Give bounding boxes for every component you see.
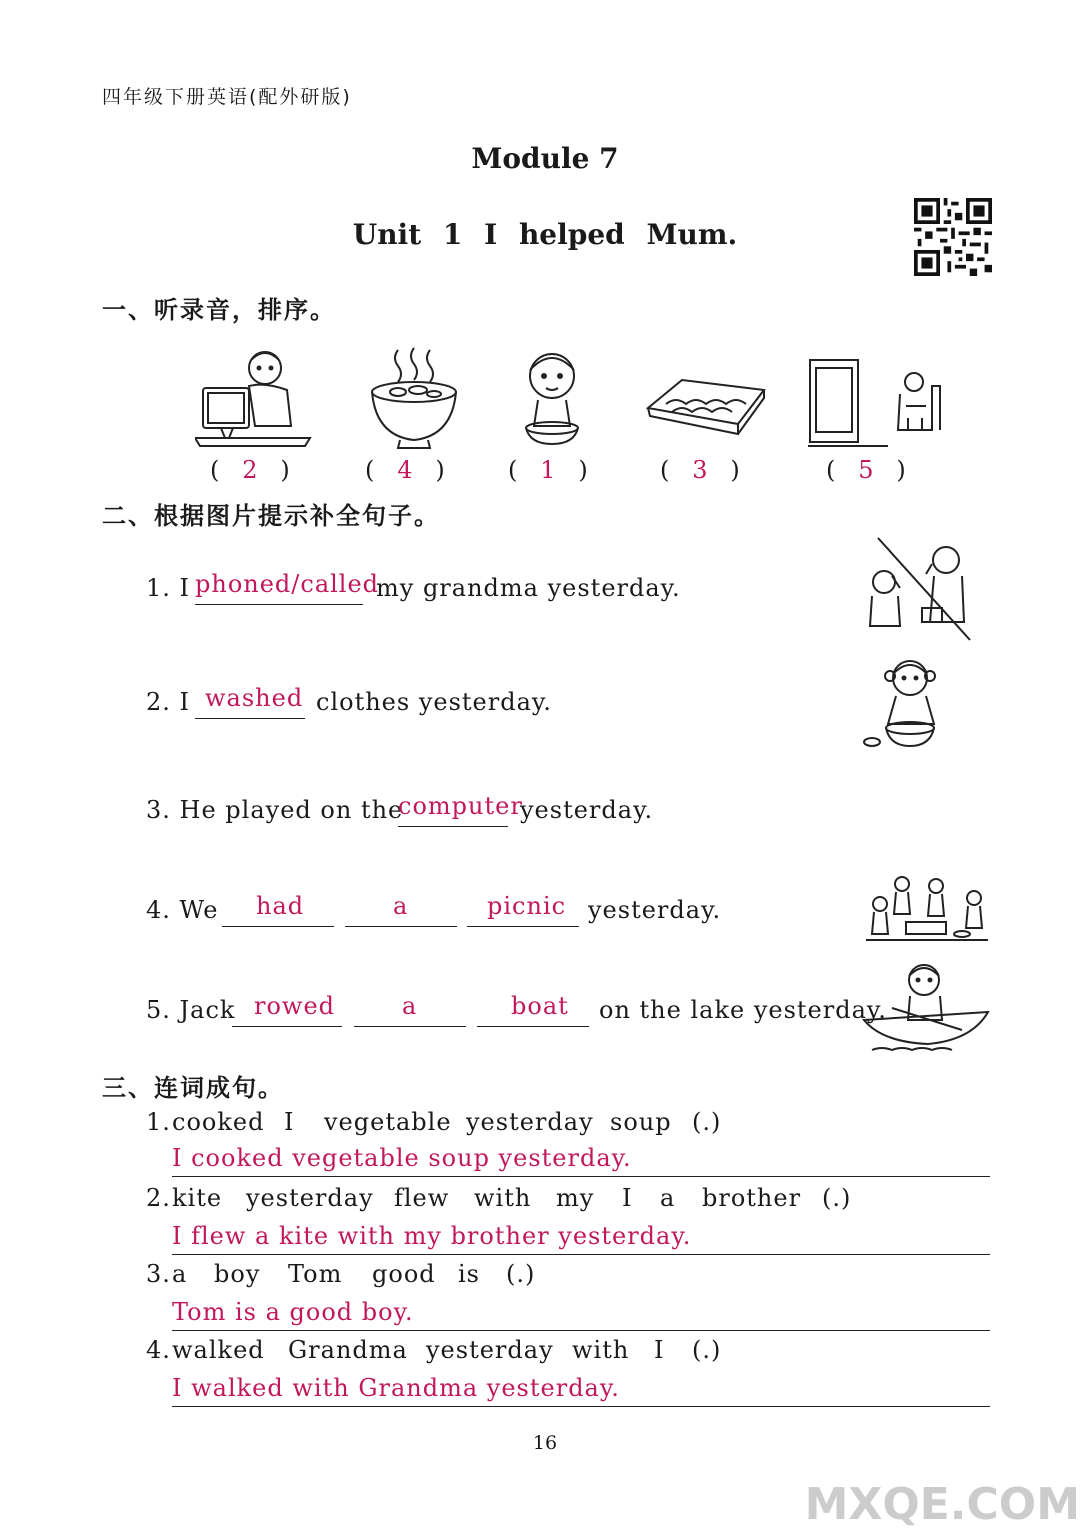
section3-title: 三、连词成句。 xyxy=(102,1074,284,1102)
blank-1[interactable]: phoned/called xyxy=(195,570,363,605)
scrambled-words-2: 2. kite yesterday flew with my I a brother (.) xyxy=(146,1184,852,1212)
fill-sentence-4-start: 4. We xyxy=(146,896,219,924)
boy-computer-icon xyxy=(195,346,315,450)
blank-2[interactable]: washed xyxy=(195,684,305,719)
blank-4c[interactable]: picnic xyxy=(467,892,579,927)
girl-washing-clothes-icon xyxy=(860,654,956,750)
book-header: 四年级下册英语(配外研版) xyxy=(102,86,352,108)
scrambled-words-3: 3. a boy Tom good is (.) xyxy=(146,1260,536,1288)
answer-paren-3: ( 1 ) xyxy=(508,456,588,484)
unit-title: Unit 1 I helped Mum. xyxy=(352,218,738,251)
watermark: MXQE.COM xyxy=(804,1479,1080,1530)
answer-line-4[interactable]: I walked with Grandma yesterday. xyxy=(172,1374,990,1407)
answer-paren-2: ( 4 ) xyxy=(365,456,445,484)
boy-rowing-boat-icon xyxy=(862,960,990,1054)
soup-bowl-icon xyxy=(368,346,460,450)
blank-3[interactable]: computer xyxy=(398,792,508,827)
qr-code-icon xyxy=(914,198,992,276)
fill-sentence-2-start: 2. I xyxy=(146,688,191,716)
picnic-icon xyxy=(862,870,992,944)
scrambled-words-1: 1. cooked I vegetable yesterday soup (.) xyxy=(146,1108,722,1136)
fill-sentence-3-end: yesterday. xyxy=(520,796,654,824)
fill-sentence-5-end: on the lake yesterday. xyxy=(599,996,887,1024)
section2-title: 二、根据图片提示补全句子。 xyxy=(102,502,440,530)
answer-paren-4: ( 3 ) xyxy=(660,456,740,484)
fill-sentence-3-start: 3. He played on the xyxy=(146,796,404,824)
blank-5a[interactable]: rowed xyxy=(232,992,342,1027)
answer-paren-5: ( 5 ) xyxy=(826,456,906,484)
answer-line-3[interactable]: Tom is a good boy. xyxy=(172,1298,990,1331)
phone-call-icon xyxy=(864,536,974,642)
blank-5c[interactable]: boat xyxy=(477,992,589,1027)
tv-grandpa-icon xyxy=(808,356,948,450)
blank-5b[interactable]: a xyxy=(354,992,466,1027)
fill-sentence-4-end: yesterday. xyxy=(588,896,722,924)
answer-line-1[interactable]: I cooked vegetable soup yesterday. xyxy=(172,1144,990,1177)
section1-title: 一、听录音，排序。 xyxy=(102,296,336,324)
scrambled-words-4: 4. walked Grandma yesterday with I (.) xyxy=(146,1336,722,1364)
boy-washing-icon xyxy=(512,346,592,450)
answer-line-2[interactable]: I flew a kite with my brother yesterday. xyxy=(172,1222,990,1255)
blank-4b[interactable]: a xyxy=(345,892,457,927)
blank-4a[interactable]: had xyxy=(222,892,334,927)
fill-sentence-5-start: 5. Jack xyxy=(146,996,236,1024)
food-tray-icon xyxy=(646,378,766,442)
fill-sentence-1-start: 1. I xyxy=(146,574,191,602)
answer-paren-1: ( 2 ) xyxy=(210,456,290,484)
fill-sentence-2-end: clothes yesterday. xyxy=(316,688,552,716)
module-title: Module 7 xyxy=(471,142,619,175)
fill-sentence-1-end: my grandma yesterday. xyxy=(376,574,681,602)
page-number: 16 xyxy=(532,1432,558,1454)
